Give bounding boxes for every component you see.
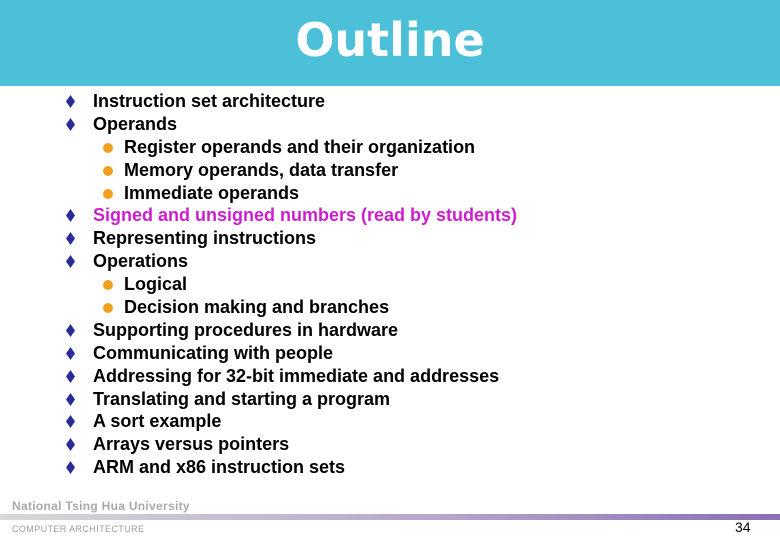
diamond-bullet-icon bbox=[66, 347, 75, 360]
diamond-bullet-icon bbox=[66, 232, 75, 245]
title-bar bbox=[0, 0, 780, 86]
outline-item-text: Memory operands, data transfer bbox=[124, 159, 399, 180]
outline-subitem bbox=[66, 296, 517, 319]
outline-item bbox=[66, 365, 517, 388]
dot-bullet-icon bbox=[103, 143, 113, 153]
outline-item-text: Signed and unsigned numbers (read by students) bbox=[93, 205, 518, 226]
outline-item bbox=[66, 433, 517, 456]
outline-item-text: Arrays versus pointers bbox=[93, 434, 290, 455]
outline-item-text: Immediate operands bbox=[124, 182, 300, 203]
outline-item bbox=[66, 227, 517, 250]
outline-item bbox=[66, 204, 517, 227]
dot-bullet-icon bbox=[103, 280, 113, 290]
diamond-bullet-icon bbox=[66, 255, 75, 268]
outline-item-text: Decision making and branches bbox=[124, 297, 390, 318]
diamond-bullet-icon bbox=[66, 415, 75, 428]
diamond-bullet-icon bbox=[66, 438, 75, 451]
diamond-bullet-icon bbox=[66, 370, 75, 383]
footer-department: COMPUTER ARCHITECTURE bbox=[12, 524, 145, 534]
outline-subitem bbox=[66, 182, 517, 205]
outline-item bbox=[66, 113, 517, 136]
outline-item-text: Addressing for 32-bit immediate and addresses bbox=[93, 365, 500, 386]
dot-bullet-icon bbox=[103, 303, 113, 313]
outline-item bbox=[66, 410, 517, 433]
outline-item-text: A sort example bbox=[93, 411, 222, 432]
diamond-bullet-icon bbox=[66, 118, 75, 131]
outline-subitem bbox=[66, 136, 517, 159]
slide-title: Outline bbox=[295, 13, 485, 67]
footer-divider bbox=[0, 514, 780, 520]
outline-item-text: Translating and starting a program bbox=[93, 388, 391, 409]
diamond-bullet-icon bbox=[66, 461, 75, 474]
outline-item bbox=[66, 319, 517, 342]
outline-subitem bbox=[66, 273, 517, 296]
diamond-bullet-icon bbox=[66, 95, 75, 108]
outline-item bbox=[66, 456, 517, 479]
page-number: 34 bbox=[735, 519, 751, 535]
outline-item-text: Register operands and their organization bbox=[124, 136, 476, 157]
outline-item-text: ARM and x86 instruction sets bbox=[93, 457, 346, 478]
outline-item-text: Operands bbox=[93, 113, 178, 134]
diamond-bullet-icon bbox=[66, 393, 75, 406]
outline-item-text: Instruction set architecture bbox=[93, 91, 326, 111]
outline-item-text: Supporting procedures in hardware bbox=[93, 319, 399, 340]
outline-item-text: Logical bbox=[124, 274, 188, 295]
dot-bullet-icon bbox=[103, 166, 113, 176]
outline-item-text: Communicating with people bbox=[93, 342, 334, 363]
outline-item-text: Representing instructions bbox=[93, 228, 317, 249]
outline-item bbox=[66, 342, 517, 365]
diamond-bullet-icon bbox=[66, 209, 75, 222]
footer-university: National Tsing Hua University bbox=[12, 499, 190, 513]
outline-item-text: Operations bbox=[93, 251, 189, 272]
outline-item bbox=[66, 388, 517, 411]
outline-list bbox=[66, 90, 517, 479]
outline-item bbox=[66, 90, 517, 113]
outline-item bbox=[66, 250, 517, 273]
diamond-bullet-icon bbox=[66, 324, 75, 337]
outline-subitem bbox=[66, 159, 517, 182]
dot-bullet-icon bbox=[103, 189, 113, 199]
